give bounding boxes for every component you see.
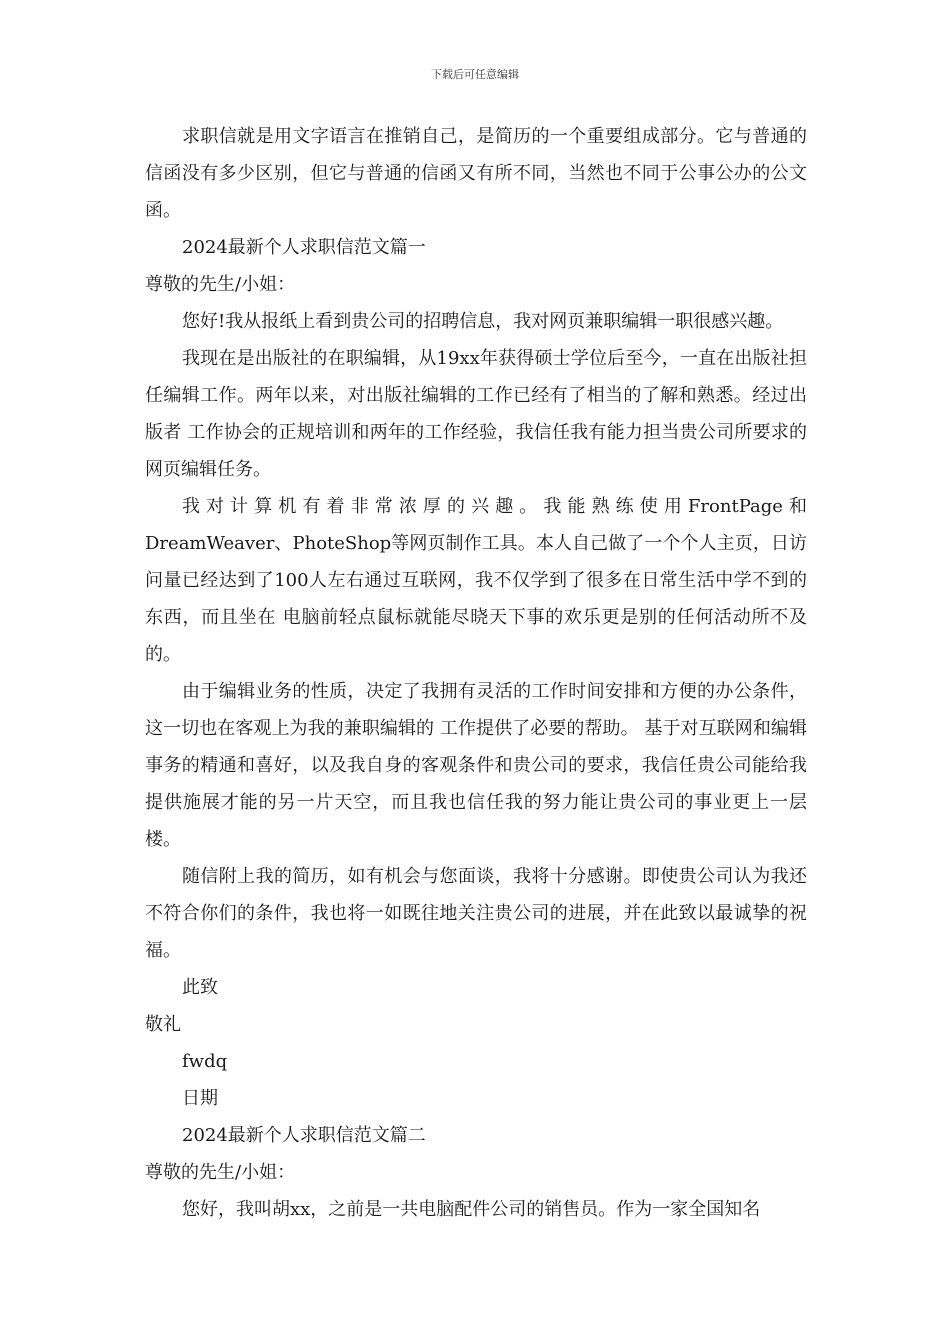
- paragraph-greeting-1: 您好!我从报纸上看到贵公司的招聘信息，我对网页兼职编辑一职很感兴趣。: [182, 311, 784, 332]
- paragraph-closing: 随信附上我的简历，如有机会与您面谈，我将十分感谢。即使贵公司认为我还不符合你们的条件，我也将一如既往地关注贵公司的进展，并在此致以最诚挚的祝福。: [145, 866, 807, 961]
- date-line: 日期: [182, 1088, 218, 1109]
- paragraph-skills: 我对计算机有着非常浓厚的兴趣。我能熟练使用FrontPage和DreamWeaver、PhoteShop等网页制作工具。本人自己做了一个个人主页，日访问量已经达到了100人左右通过互联网，我不仅学到了很多在日常生活中学不到的东西，而且坐在 电脑前轻点鼠标就能尽晓天下事的欢乐更是别的任何活动所不及的。: [145, 496, 807, 665]
- closing-jingli: 敬礼: [145, 1014, 181, 1035]
- salutation-1: 尊敬的先生/小姐：: [145, 274, 296, 295]
- document-body: [145, 118, 807, 1228]
- paragraph-intro: 求职信就是用文字语言在推销自己，是简历的一个重要组成部分。它与普通的信函没有多少区别，但它与普通的信函又有所不同，当然也不同于公事公办的公文函。: [145, 126, 807, 221]
- section-title-1: 2024最新个人求职信范文篇一: [182, 237, 426, 258]
- salutation-2: 尊敬的先生/小姐：: [145, 1162, 296, 1183]
- signature: fwdq: [182, 1051, 228, 1072]
- paragraph-greeting-2: 您好，我叫胡xx，之前是一共电脑配件公司的销售员。作为一家全国知名: [182, 1199, 761, 1220]
- closing-cizhi: 此致: [182, 977, 218, 998]
- section-title-2: 2024最新个人求职信范文篇二: [182, 1125, 426, 1146]
- paragraph-experience: 我现在是出版社的在职编辑，从19xx年获得硕士学位后至今，一直在出版社担任编辑工作。两年以来，对出版社编辑的工作已经有了相当的了解和熟悉。经过出版者 工作协会的正规培训和两年的工作经验，我信任我有能力担当贵公司所要求的网页编辑任务。: [145, 348, 807, 480]
- paragraph-conditions: 由于编辑业务的性质，决定了我拥有灵活的工作时间安排和方便的办公条件，这一切也在客观上为我的兼职编辑的 工作提供了必要的帮助。 基于对互联网和编辑事务的精通和喜好，以及我自身的客观条件和贵公司的要求，我信任贵公司能给我提供施展才能的另一片天空，而且我也信任我的努力能让贵公司的事业更上一层楼。: [145, 681, 807, 850]
- page-header: 下载后可任意编辑: [431, 68, 519, 81]
